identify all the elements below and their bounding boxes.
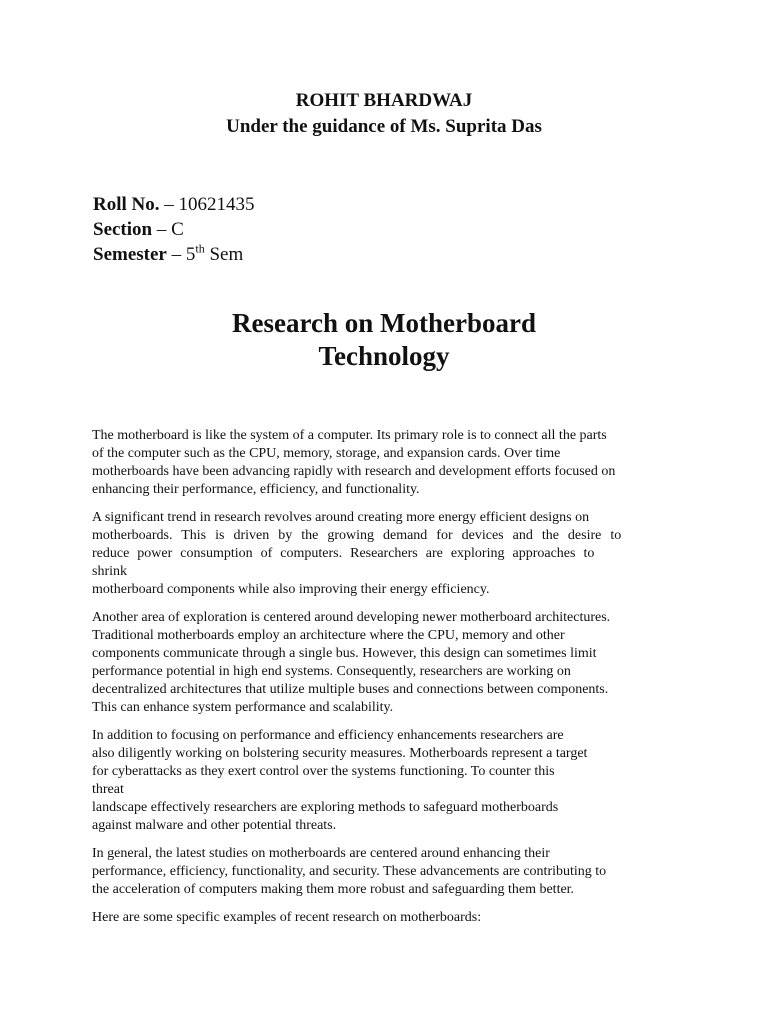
text-line: for cyberattacks as they exert control over the systems functioning. To counter this: [92, 764, 555, 779]
semester-value: – 5: [166, 244, 196, 265]
title-line-1: Research on Motherboard: [232, 308, 536, 338]
section-row: [93, 217, 693, 242]
text-line: The motherboard is like the system of a computer. Its primary role is to connect all the parts: [92, 428, 607, 443]
roll-number-value: – 10621435: [159, 194, 255, 215]
text-line: reduce power consumption of computers. Researchers are exploring approaches to: [92, 546, 595, 561]
text-line: enhancing their performance, efficiency, and functionality.: [92, 482, 420, 497]
text-line: also diligently working on bolstering security measures. Motherboards represent a target: [92, 746, 588, 761]
student-info: [93, 192, 693, 267]
paragraph: [92, 909, 692, 927]
text-line: In addition to focusing on performance and efficiency enhancements researchers are: [92, 728, 564, 743]
text-line: performance, efficiency, functionality, and security. These advancements are contributing to: [92, 864, 607, 879]
text-line: components communicate through a single bus. However, this design can sometimes limit: [92, 646, 597, 661]
section-label: Section: [93, 219, 153, 240]
document-title: [0, 307, 768, 373]
paragraph: [92, 509, 692, 599]
author-name: ROHIT BHARDWAJ: [295, 90, 473, 111]
text-line: shrink: [92, 564, 127, 579]
text-line: of the computer such as the CPU, memory, storage, and expansion cards. Over time: [92, 446, 561, 461]
text-line: This can enhance system performance and scalability.: [92, 700, 394, 715]
paragraph: [92, 609, 692, 717]
title-line-2: Technology: [318, 341, 450, 371]
paragraph: [92, 845, 692, 899]
text-line: motherboards have been advancing rapidly with research and development efforts focused on: [92, 464, 616, 479]
author-block: [0, 88, 768, 140]
text-line: threat: [92, 782, 124, 797]
semester-row: [93, 242, 693, 267]
body-text: [92, 427, 692, 937]
text-line: motherboards. This is driven by the growing demand for devices and the desire to: [92, 528, 622, 543]
text-line: the acceleration of computers making them more robust and safeguarding them better.: [92, 882, 575, 897]
paragraph: [92, 727, 692, 835]
roll-number-label: Roll No.: [93, 194, 160, 215]
text-line: landscape effectively researchers are exploring methods to safeguard motherboards: [92, 800, 559, 815]
semester-label: Semester: [93, 244, 167, 265]
text-line: performance potential in high end systems. Consequently, researchers are working on: [92, 664, 571, 679]
text-line: decentralized architectures that utilize multiple buses and connections between components.: [92, 682, 609, 697]
semester-superscript: th: [195, 241, 205, 256]
text-line: against malware and other potential threats.: [92, 818, 337, 833]
roll-number-row: [93, 192, 693, 217]
text-line: Here are some specific examples of recent research on motherboards:: [92, 910, 482, 925]
text-line: Traditional motherboards employ an architecture where the CPU, memory and other: [92, 628, 565, 643]
text-line: motherboard components while also improving their energy efficiency.: [92, 582, 490, 597]
text-line: Another area of exploration is centered around developing newer motherboard architectures.: [92, 610, 611, 625]
text-line: A significant trend in research revolves around creating more energy efficient designs on: [92, 510, 590, 525]
text-line: In general, the latest studies on motherboards are centered around enhancing their: [92, 846, 550, 861]
paragraph: [92, 427, 692, 499]
section-value: – C: [152, 219, 184, 240]
guidance-line: Under the guidance of Ms. Suprita Das: [226, 116, 542, 137]
semester-suffix: Sem: [204, 244, 244, 265]
